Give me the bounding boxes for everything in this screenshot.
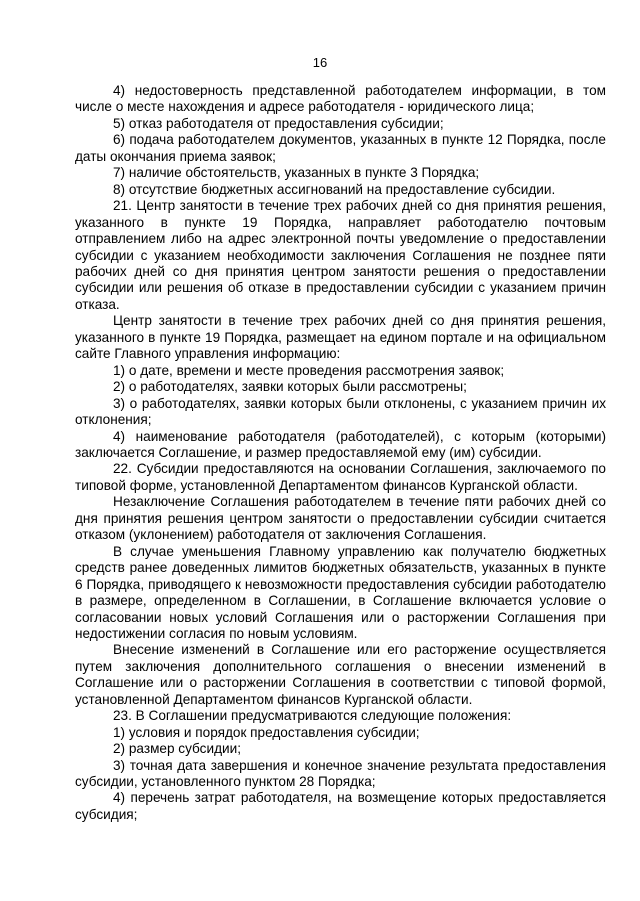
paragraph: 2) размер субсидии;	[113, 741, 241, 757]
paragraph: 3) о работодателях, заявки которых были отклонены, с указанием причин их отклонения;	[75, 395, 606, 428]
paragraph: 2) о работодателях, заявки которых были рассмотрены;	[113, 379, 467, 395]
paragraph: Внесение изменений в Соглашение или его расторжение осуществляется путем заключения дополнительного соглашения о внесении изменений в Соглашение или о расторжении Соглашения в соответствии с типовой формой, установленной Департаментом финансов Курганской области.	[75, 642, 606, 707]
paragraph: 7) наличие обстоятельств, указанных в пункте 3 Порядка;	[113, 165, 480, 181]
paragraph: 22. Субсидии предоставляются на основании Соглашения, заключаемого по типовой форме, установленной Департаментом финансов Курганской области.	[75, 461, 606, 493]
paragraph: В случае уменьшения Главному управлению как получателю бюджетных средств ранее доведенных лимитов бюджетных обязательств, указанных в пункте 6 Порядка, приводящего к невозможности предоставления субсидии работодателю в размере, определенном в Соглашении, в Соглашение включается условие о согласовании новых условий Соглашения или о расторжении Соглашения при недостижении согласия по новым условиям.	[75, 543, 606, 641]
paragraph: 6) подача работодателем документов, указанных в пункте 12 Порядка, после даты окончания приема заявок;	[75, 132, 606, 164]
paragraph: 4) наименование работодателя (работодателей), с которым (которыми) заключается Соглашение, и размер предоставляемой ему (им) субсидии.	[75, 428, 606, 460]
paragraph: 21. Центр занятости в течение трех рабочих дней со дня принятия решения, указанного в пункте 19 Порядка, направляет работодателю почтовым отправлением либо на адрес электронной почты уведомление о предоставлении субсидии с указанием необходимости заключения Соглашения не позднее пяти рабочих дней со дня принятия центром занятости решения о предоставлении субсидии или решения об отказе в предоставлении субсидии с указанием причин отказа.	[75, 198, 606, 312]
paragraph: 8) отсутствие бюджетных ассигнований на предоставление субсидии.	[113, 181, 556, 197]
paragraph: 4) недостоверность представленной работодателем информации, в том числе о месте нахождения и адресе работодателя - юридического лица;	[75, 83, 606, 115]
paragraph: 1) условия и порядок предоставления субсидии;	[113, 724, 420, 740]
page-number: 16	[312, 55, 328, 70]
paragraph: 4) перечень затрат работодателя, на возмещение которых предоставляется субсидия;	[75, 790, 606, 822]
paragraph: 5) отказ работодателя от предоставления субсидии;	[113, 115, 444, 131]
paragraph: 1) о дате, времени и месте проведения рассмотрения заявок;	[113, 362, 505, 378]
paragraph: Незаключение Соглашения работодателем в течение пяти рабочих дней со дня принятия решения центром занятости о предоставлении субсидии считается отказом (уклонением) работодателя от заключения Соглашения.	[75, 494, 606, 543]
document-body	[75, 83, 606, 823]
paragraph: 23. В Соглашении предусматриваются следующие положения:	[113, 708, 512, 724]
paragraph: 3) точная дата завершения и конечное значение результата предоставления субсидии, установленного пунктом 28 Порядка;	[75, 757, 606, 790]
paragraph: Центр занятости в течение трех рабочих дней со дня принятия решения, указанного в пункте 19 Порядка, размещает на едином портале и на официальном сайте Главного управления информацию:	[75, 313, 606, 362]
